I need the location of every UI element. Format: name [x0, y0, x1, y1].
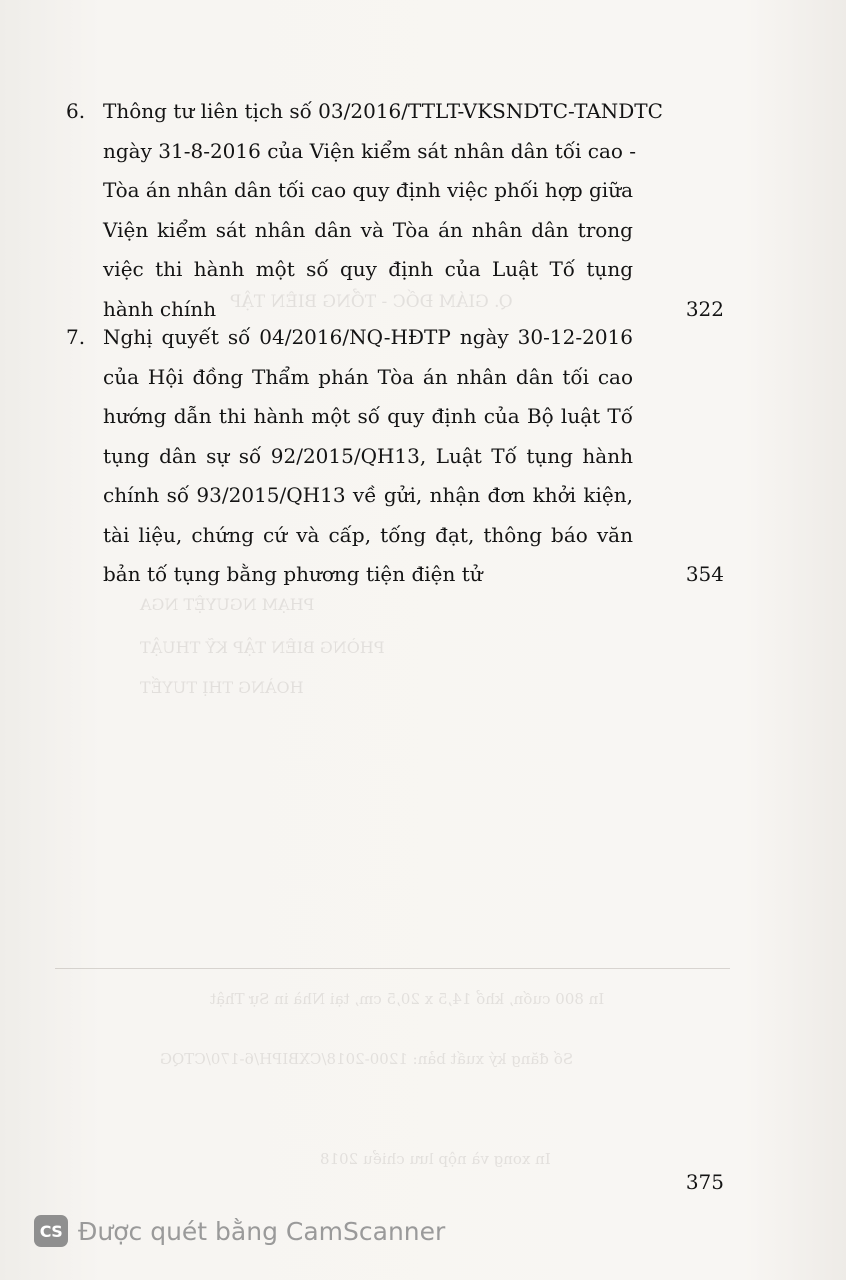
toc-entry-number: 6. [66, 99, 86, 123]
toc-entry-page-number: 322 [685, 296, 724, 321]
toc-entry-line: Viện kiểm sát nhân dân và Tòa án nhân dân trong [103, 217, 633, 242]
watermark-text: Được quét bằng CamScanner [78, 1216, 446, 1246]
toc-entry-line: bản tố tụng bằng phương tiện điện tử [103, 562, 483, 586]
toc-entry-line: chính số 93/2015/QH13 về gửi, nhận đơn khởi kiện, [103, 483, 633, 507]
toc-entry-line: Tòa án nhân dân tối cao quy định việc phối hợp giữa [103, 178, 633, 202]
toc-entry-line: của Hội đồng Thẩm phán Tòa án nhân dân tối cao [103, 364, 633, 389]
book-page: Q. GIÁM ĐỐC - TỔNG BIÊN TẬP PHẠM NGUYỆT NGA PHÒNG BIÊN TẬP KỸ THUẬT HOÀNG THỊ TUYẾT In 800 cuốn, khổ 14,5 x 20,5 cm, tại Nhà in Sự Thật Số đăng ký xuất bản: 1200-2018/CXBIPH/6-170/CTQG In xong và nộp lưu chiểu 2018 6. Thông tư liên tịch số 03/2016/TTLT-VKSNDTC-TANDTC ngày 31-8-2016 của Viện kiểm sát nhân dân tối cao - Tòa án nhân dân tối cao quy định việc phối hợp giữa Viện kiểm sát nhân dân và Tòa án nhân dân trong việc thi hành một số quy định của Luật Tố tụng hành chính 322 7. Nghị quyết số 04/2016/NQ-HĐTP ngày 30-12-2016 của Hội đồng Thẩm phán Tòa án nhân dân tối cao hướng dẫn thi hành một số quy định của Bộ luật Tố tụng dân sự số 92/2015/QH13, Luật Tố tụng hành chính số 93/2015/QH13 về gửi, nhận đơn khởi kiện, tài liệu, chứng cứ và cấp, tống đạt, thông báo văn bản tố tụng bằng phương tiện điện tử 354 375 CS Được quét bằng CamScanner [0, 0, 846, 1280]
toc-entry-line: ngày 31-8-2016 của Viện kiểm sát nhân dân tối cao - [103, 138, 637, 163]
camscanner-watermark [34, 1214, 445, 1248]
toc-entry-line: Thông tư liên tịch số 03/2016/TTLT-VKSNDTC-TANDTC [103, 99, 663, 123]
toc-entry-page-number: 354 [685, 562, 724, 586]
camscanner-logo-icon: CS [34, 1215, 68, 1247]
toc-entry-line: việc thi hành một số quy định của Luật Tố tụng [103, 257, 633, 281]
page-folio-number: 375 [685, 1170, 724, 1194]
toc-entry-title [103, 318, 633, 595]
toc-entry-line: Nghị quyết số 04/2016/NQ-HĐTP ngày 30-12-2016 [103, 325, 633, 349]
toc-entry-title [103, 92, 663, 329]
toc-entry-line: tài liệu, chứng cứ và cấp, tống đạt, thông báo văn [103, 522, 633, 547]
toc-entry-number: 7. [66, 325, 86, 349]
toc-entry-line: hướng dẫn thi hành một số quy định của Bộ luật Tố [103, 404, 633, 428]
toc-entry-line: tụng dân sự số 92/2015/QH13, Luật Tố tụng hành [103, 443, 633, 468]
toc-entry-line: hành chính [103, 296, 217, 321]
